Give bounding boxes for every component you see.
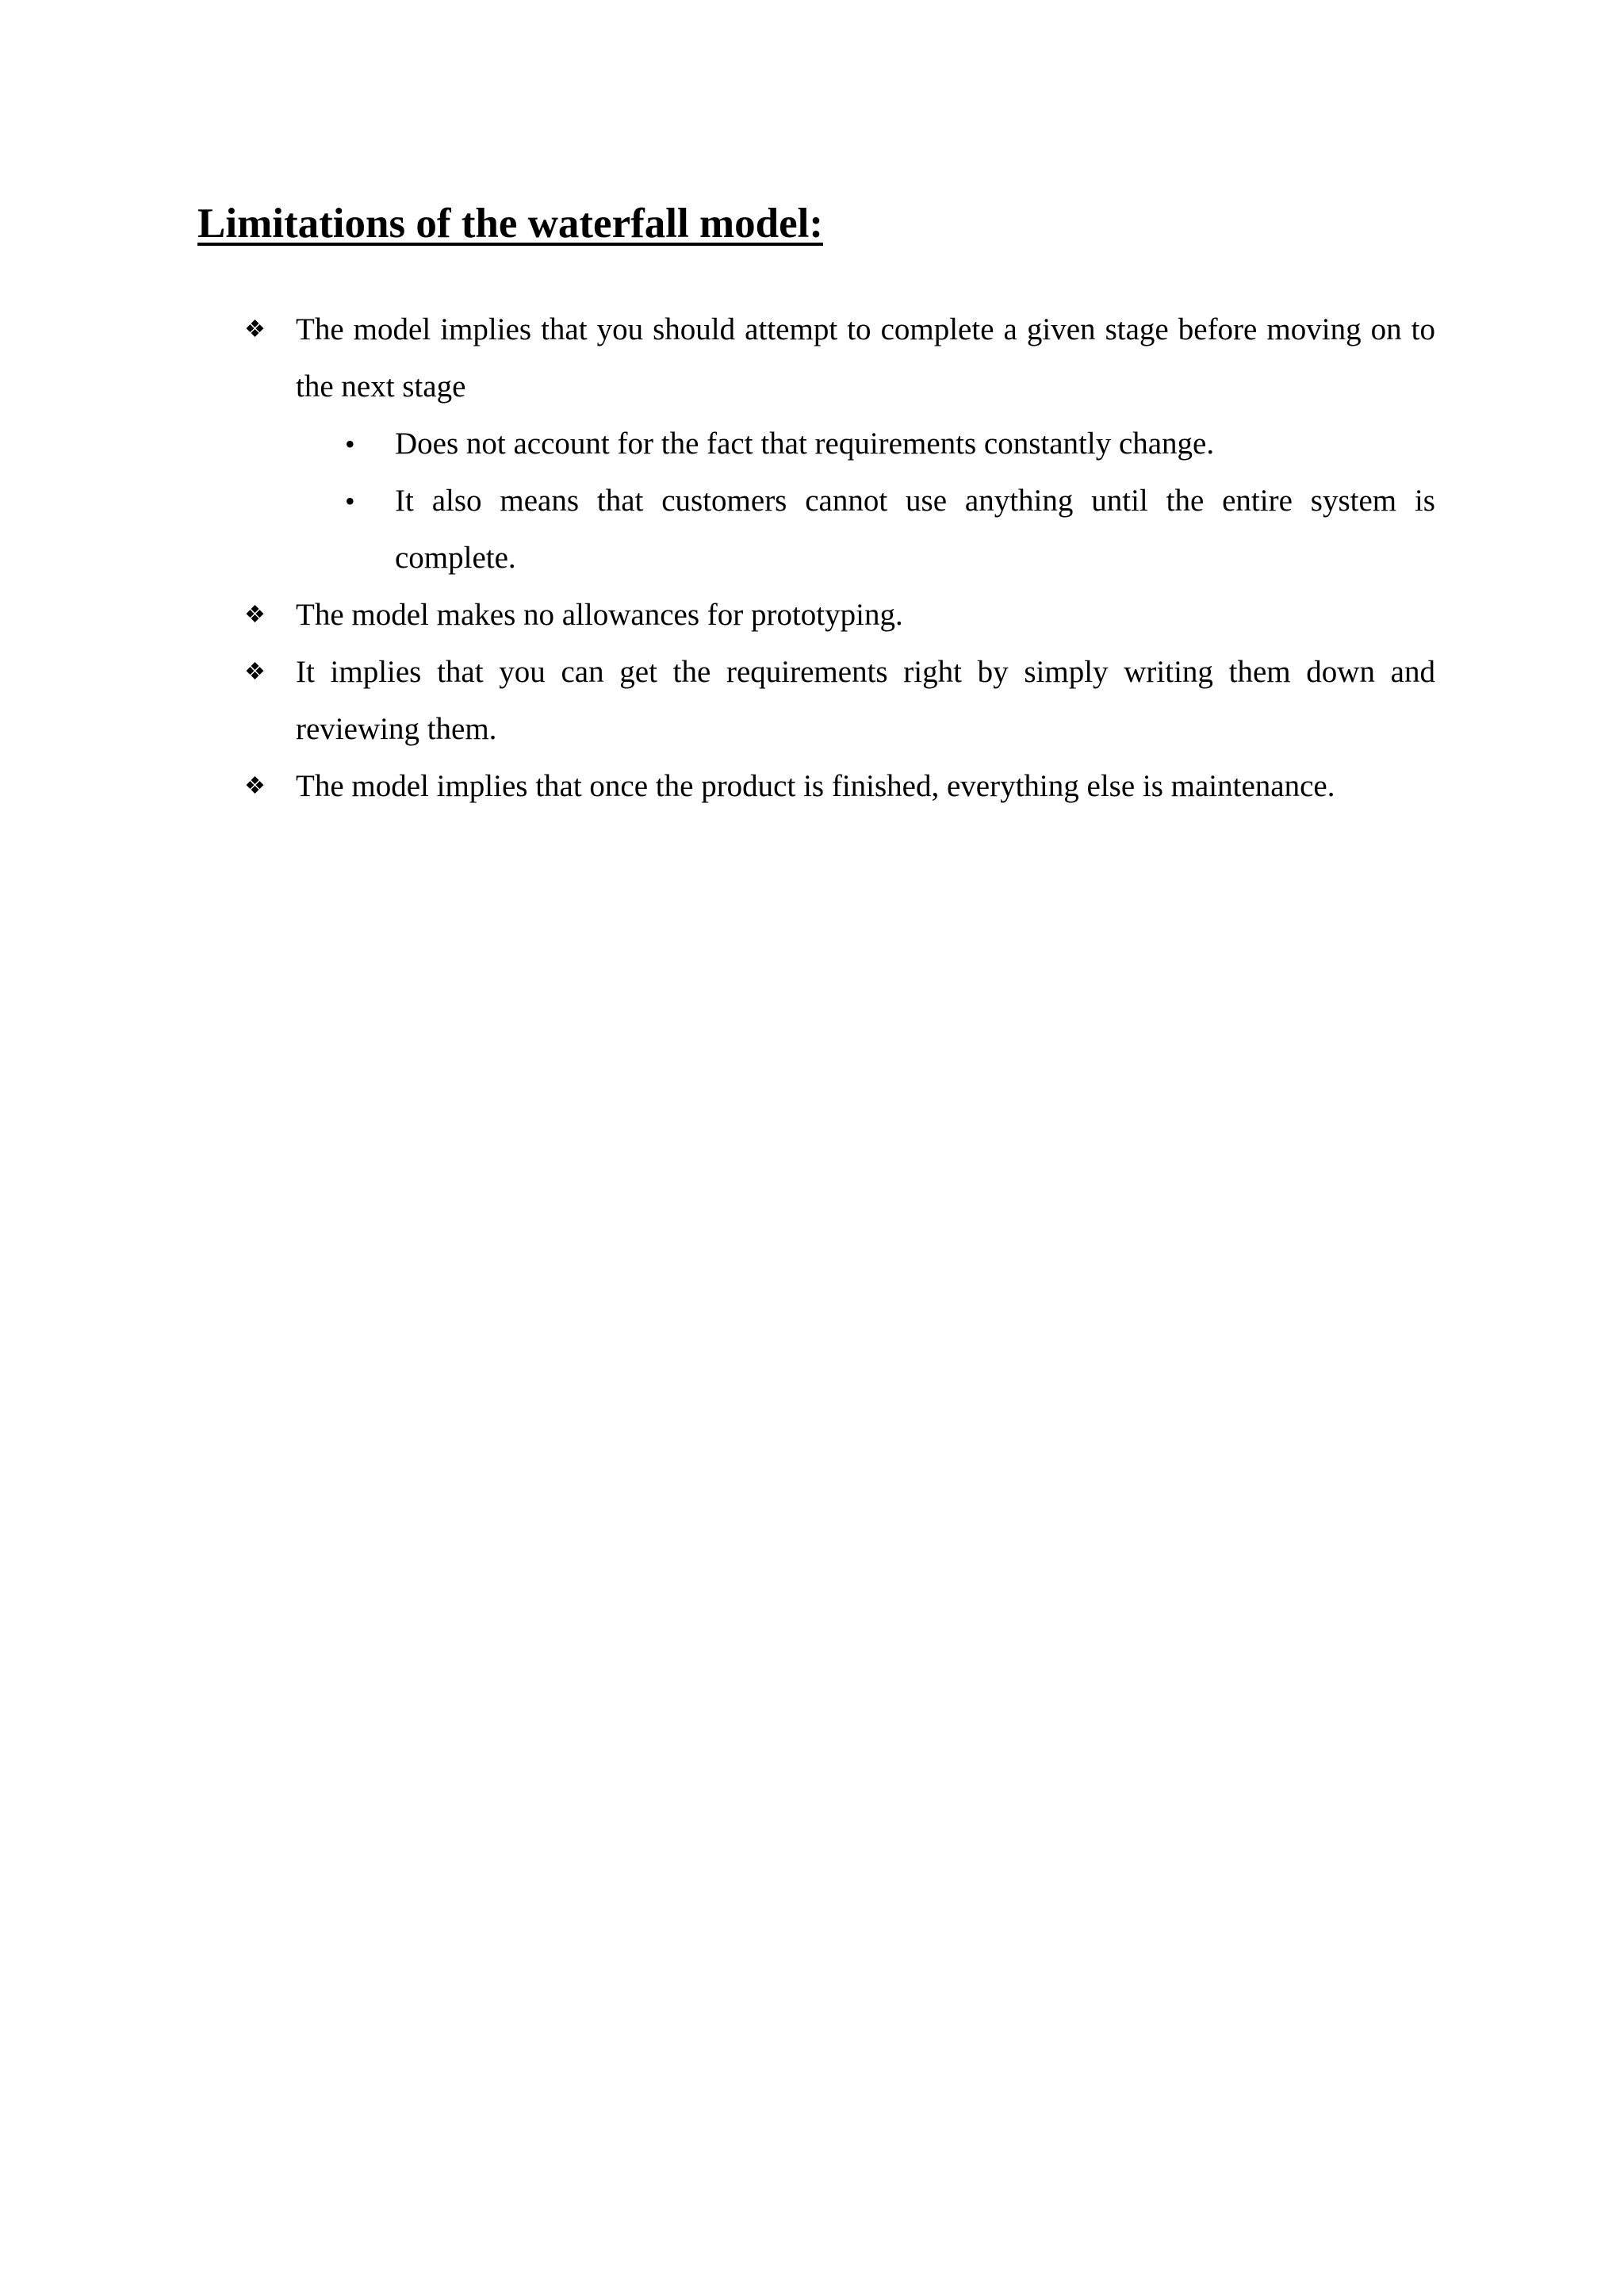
diamond-bullet-icon: ❖ [244,659,266,685]
list-item [0,473,1624,587]
list-item-text: It implies that you can get the requirements right by simply writing them down and reviewing them. [296,655,1435,746]
list-item-text: The model implies that you should attempt to complete a given stage before moving on to the next stage [296,312,1435,404]
list-item [0,301,1624,415]
dot-bullet-icon: • [345,428,355,460]
list-item-text: It also means that customers cannot use anything until the entire system is complete. [395,484,1435,575]
list-item-text: Does not account for the fact that requirements constantly change. [395,427,1215,461]
list-item-text: The model implies that once the product is finished, everything else is maintenance. [296,769,1335,803]
list-item [0,758,1624,815]
diamond-bullet-icon: ❖ [244,316,266,342]
diamond-bullet-icon: ❖ [244,773,266,799]
limitations-list [0,301,1624,815]
list-item [0,644,1624,758]
list-item-text: The model makes no allowances for prototyping. [296,598,903,632]
diamond-bullet-icon: ❖ [244,602,266,628]
dot-bullet-icon: • [345,485,355,517]
list-item [0,415,1624,473]
page-heading: Limitations of the waterfall model: [197,201,823,247]
list-item [0,587,1624,644]
